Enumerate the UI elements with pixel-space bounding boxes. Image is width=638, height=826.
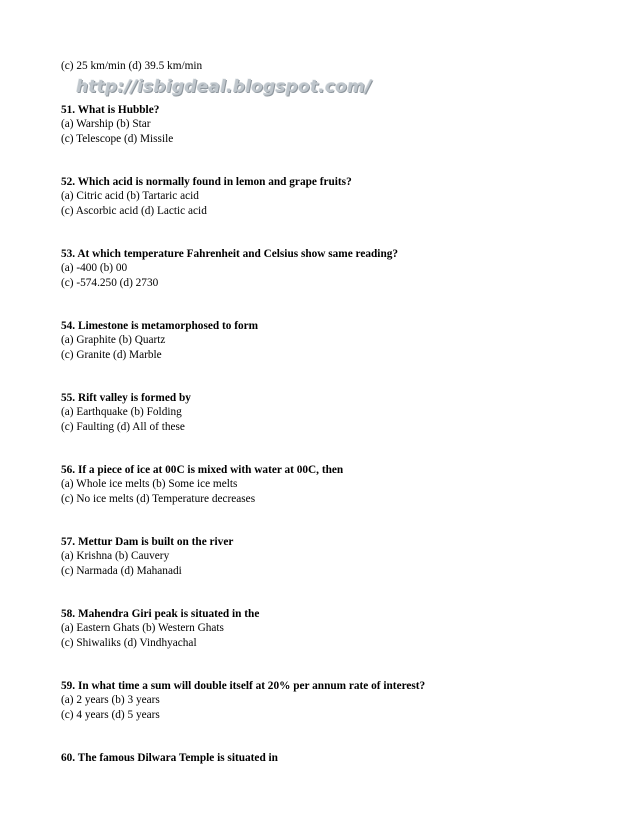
question-58-options-cd: (c) Shiwaliks (d) Vindhyachal	[61, 637, 197, 649]
question-58-options-ab: (a) Eastern Ghats (b) Western Ghats	[61, 622, 224, 634]
question-52-title: 52. Which acid is normally found in lemon and grape fruits?	[61, 176, 352, 188]
question-55-options-cd: (c) Faulting (d) All of these	[61, 421, 185, 433]
question-53-options-ab: (a) -400 (b) 00	[61, 262, 128, 274]
question-54-options-ab: (a) Graphite (b) Quartz	[61, 334, 166, 346]
question-56-title: 56. If a piece of ice at 00C is mixed with water at 00C, then	[61, 464, 344, 476]
question-55-title: 55. Rift valley is formed by	[61, 392, 191, 404]
watermark-url: http://isbigdeal.blogspot.com/	[76, 77, 372, 97]
question-52-options-ab: (a) Citric acid (b) Tartaric acid	[61, 190, 199, 202]
question-56-options-ab: (a) Whole ice melts (b) Some ice melts	[61, 478, 238, 490]
question-60-title: 60. The famous Dilwara Temple is situated in	[61, 752, 278, 764]
question-53-title: 53. At which temperature Fahrenheit and Celsius show same reading?	[61, 248, 399, 260]
question-59-title: 59. In what time a sum will double itself at 20% per annum rate of interest?	[61, 680, 426, 692]
question-51-options-cd: (c) Telescope (d) Missile	[61, 133, 174, 145]
previous-question-options: (c) 25 km/min (d) 39.5 km/min	[61, 60, 203, 72]
question-52-options-cd: (c) Ascorbic acid (d) Lactic acid	[61, 205, 207, 217]
question-57-title: 57. Mettur Dam is built on the river	[61, 536, 234, 548]
question-54-options-cd: (c) Granite (d) Marble	[61, 349, 162, 361]
question-55-options-ab: (a) Earthquake (b) Folding	[61, 406, 182, 418]
question-56-options-cd: (c) No ice melts (d) Temperature decreases	[61, 493, 256, 505]
question-53-options-cd: (c) -574.250 (d) 2730	[61, 277, 159, 289]
question-51-title: 51. What is Hubble?	[61, 104, 160, 116]
question-58-title: 58. Mahendra Giri peak is situated in the	[61, 608, 260, 620]
question-59-options-ab: (a) 2 years (b) 3 years	[61, 694, 160, 706]
question-54-title: 54. Limestone is metamorphosed to form	[61, 320, 259, 332]
question-57-options-ab: (a) Krishna (b) Cauvery	[61, 550, 170, 562]
question-59-options-cd: (c) 4 years (d) 5 years	[61, 709, 160, 721]
question-57-options-cd: (c) Narmada (d) Mahanadi	[61, 565, 182, 577]
question-51-options-ab: (a) Warship (b) Star	[61, 118, 151, 130]
